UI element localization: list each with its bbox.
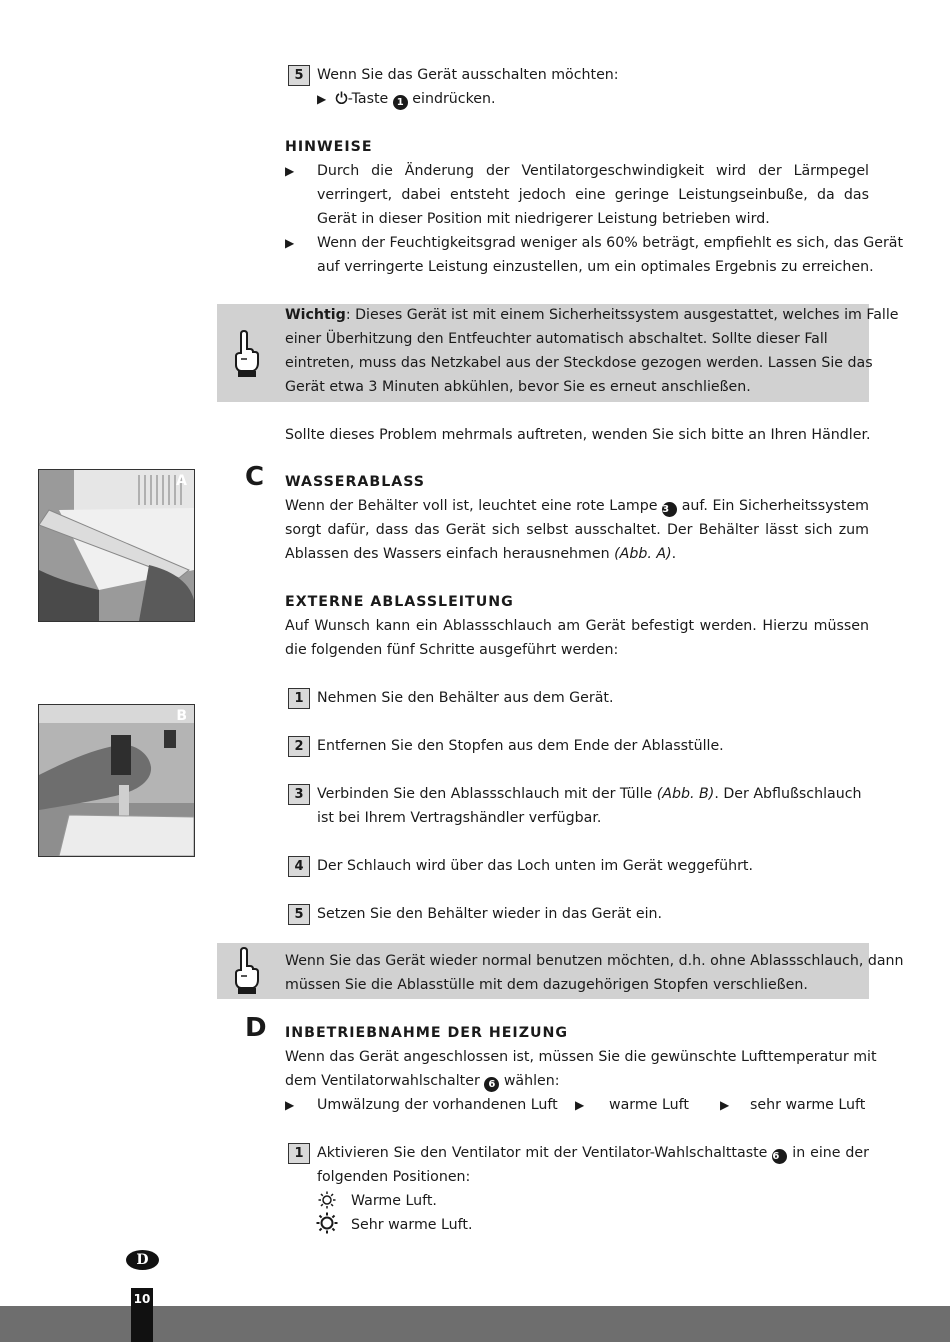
power-icon: [335, 91, 348, 104]
section-heading: HINWEISE: [285, 139, 373, 155]
note-line: verringert, dabei entsteht jedoch eine geringe Leistungseinbuße, da das: [317, 187, 869, 203]
hand-warning-icon: [233, 946, 261, 996]
body-line: dem Ventilatorwahlschalter 6 wählen:: [285, 1073, 560, 1090]
section-heading: WASSERABLASS: [285, 474, 426, 490]
sun-large-icon: [316, 1212, 338, 1234]
step-text: Der Schlauch wird über das Loch unten im Gerät weggeführt.: [317, 858, 754, 874]
body-line: Wenn der Behälter voll ist, leuchtet eine rote Lampe 3 auf. Ein Sicherheitssystem: [285, 498, 869, 515]
body-line: Ablassen des Wassers einfach herausnehmen (Abb. A).: [285, 546, 677, 562]
step-text: folgenden Positionen:: [317, 1169, 471, 1185]
callout-number: 1: [393, 95, 408, 110]
sun-small-icon: [318, 1191, 336, 1209]
note-line: müssen Sie die Ablasstülle mit dem dazugehörigen Stopfen verschließen.: [285, 977, 808, 993]
triangle-bullet-icon: ▶: [285, 1098, 295, 1112]
note-line: Gerät in dieser Position mit niedrigerer Leistung betrieben wird.: [317, 211, 770, 227]
option-label: warme Luft: [609, 1097, 689, 1113]
triangle-bullet-icon: ▶: [720, 1098, 730, 1112]
position-label: Warme Luft.: [351, 1193, 437, 1209]
photo-a: [38, 469, 195, 622]
step-number: 2: [288, 736, 310, 757]
step-number: 3: [288, 784, 310, 805]
body-line: die folgenden fünf Schritte ausgeführt werden:: [285, 642, 619, 658]
warning-line: Wichtig: Dieses Gerät ist mit einem Sicherheitssystem ausgestattet, welches im Falle: [285, 307, 899, 323]
note-line: Durch die Änderung der Ventilatorgeschwindigkeit wird der Lärmpegel: [317, 163, 869, 179]
page-number: 10: [133, 1292, 151, 1306]
callout-number: 3: [662, 502, 677, 517]
step-number: 5: [288, 65, 310, 86]
photo-label: B: [176, 708, 187, 724]
section-letter: C: [245, 462, 265, 492]
note-line: Wenn der Feuchtigkeitsgrad weniger als 60% beträgt, empfiehlt es sich, das Gerät: [317, 235, 904, 251]
body-line: Auf Wunsch kann ein Ablassschlauch am Gerät befestigt werden. Hierzu müssen: [285, 618, 869, 634]
note-line: auf verringerte Leistung einzustellen, um ein optimales Ergebnis zu erreichen.: [317, 259, 874, 275]
section-heading: INBETRIEBNAHME DER HEIZUNG: [285, 1025, 569, 1041]
position-label: Sehr warme Luft.: [351, 1217, 473, 1233]
hand-warning-icon: [233, 329, 261, 379]
language-badge: D: [126, 1250, 159, 1270]
step-text: Nehmen Sie den Behälter aus dem Gerät.: [317, 690, 614, 706]
note-line: Wenn Sie das Gerät wieder normal benutzen möchten, d.h. ohne Ablassschlauch, dann: [285, 953, 904, 969]
section-heading: EXTERNE ABLASSLEITUNG: [285, 594, 514, 610]
photo-b-image: [39, 705, 194, 856]
step-action: ▶ -Taste 1 eindrücken.: [317, 91, 496, 108]
step-text: Aktivieren Sie den Ventilator mit der Ventilator-Wahlschalttaste 6 in eine der: [317, 1145, 869, 1162]
section-letter: D: [245, 1013, 267, 1043]
step-text: Wenn Sie das Gerät ausschalten möchten:: [317, 67, 619, 83]
step-text: Entfernen Sie den Stopfen aus dem Ende der Ablasstülle.: [317, 738, 724, 754]
callout-number: 6: [772, 1149, 787, 1164]
body-line: Wenn das Gerät angeschlossen ist, müssen Sie die gewünschte Lufttemperatur mit: [285, 1049, 877, 1065]
photo-b: [38, 704, 195, 857]
body-text: Sollte dieses Problem mehrmals auftreten, wenden Sie sich bitte an Ihren Händler.: [285, 427, 871, 443]
warning-line: einer Überhitzung den Entfeuchter automatisch abschaltet. Sollte dieser Fall: [285, 331, 828, 347]
photo-a-image: [39, 470, 194, 621]
triangle-bullet-icon: ▶: [285, 164, 295, 178]
triangle-bullet-icon: ▶: [575, 1098, 585, 1112]
option-label: Umwälzung der vorhandenen Luft: [317, 1097, 558, 1113]
triangle-bullet-icon: ▶: [285, 236, 295, 250]
step-text: ist bei Ihrem Vertragshändler verfügbar.: [317, 810, 602, 826]
step-text: Verbinden Sie den Ablassschlauch mit der Tülle (Abb. B). Der Abflußschlauch: [317, 786, 862, 802]
step-number: 1: [288, 1143, 310, 1164]
triangle-bullet-icon: ▶: [317, 92, 327, 106]
step-text: Setzen Sie den Behälter wieder in das Gerät ein.: [317, 906, 663, 922]
step-number: 1: [288, 688, 310, 709]
step-number: 4: [288, 856, 310, 877]
warning-line: eintreten, muss das Netzkabel aus der Steckdose gezogen werden. Lassen Sie das: [285, 355, 873, 371]
warning-line: Gerät etwa 3 Minuten abkühlen, bevor Sie es erneut anschließen.: [285, 379, 751, 395]
body-line: sorgt dafür, dass das Gerät sich selbst ausschaltet. Der Behälter lässt sich zum: [285, 522, 869, 538]
callout-number: 6: [484, 1077, 499, 1092]
photo-label: A: [176, 473, 187, 489]
option-label: sehr warme Luft: [750, 1097, 866, 1113]
step-number: 5: [288, 904, 310, 925]
